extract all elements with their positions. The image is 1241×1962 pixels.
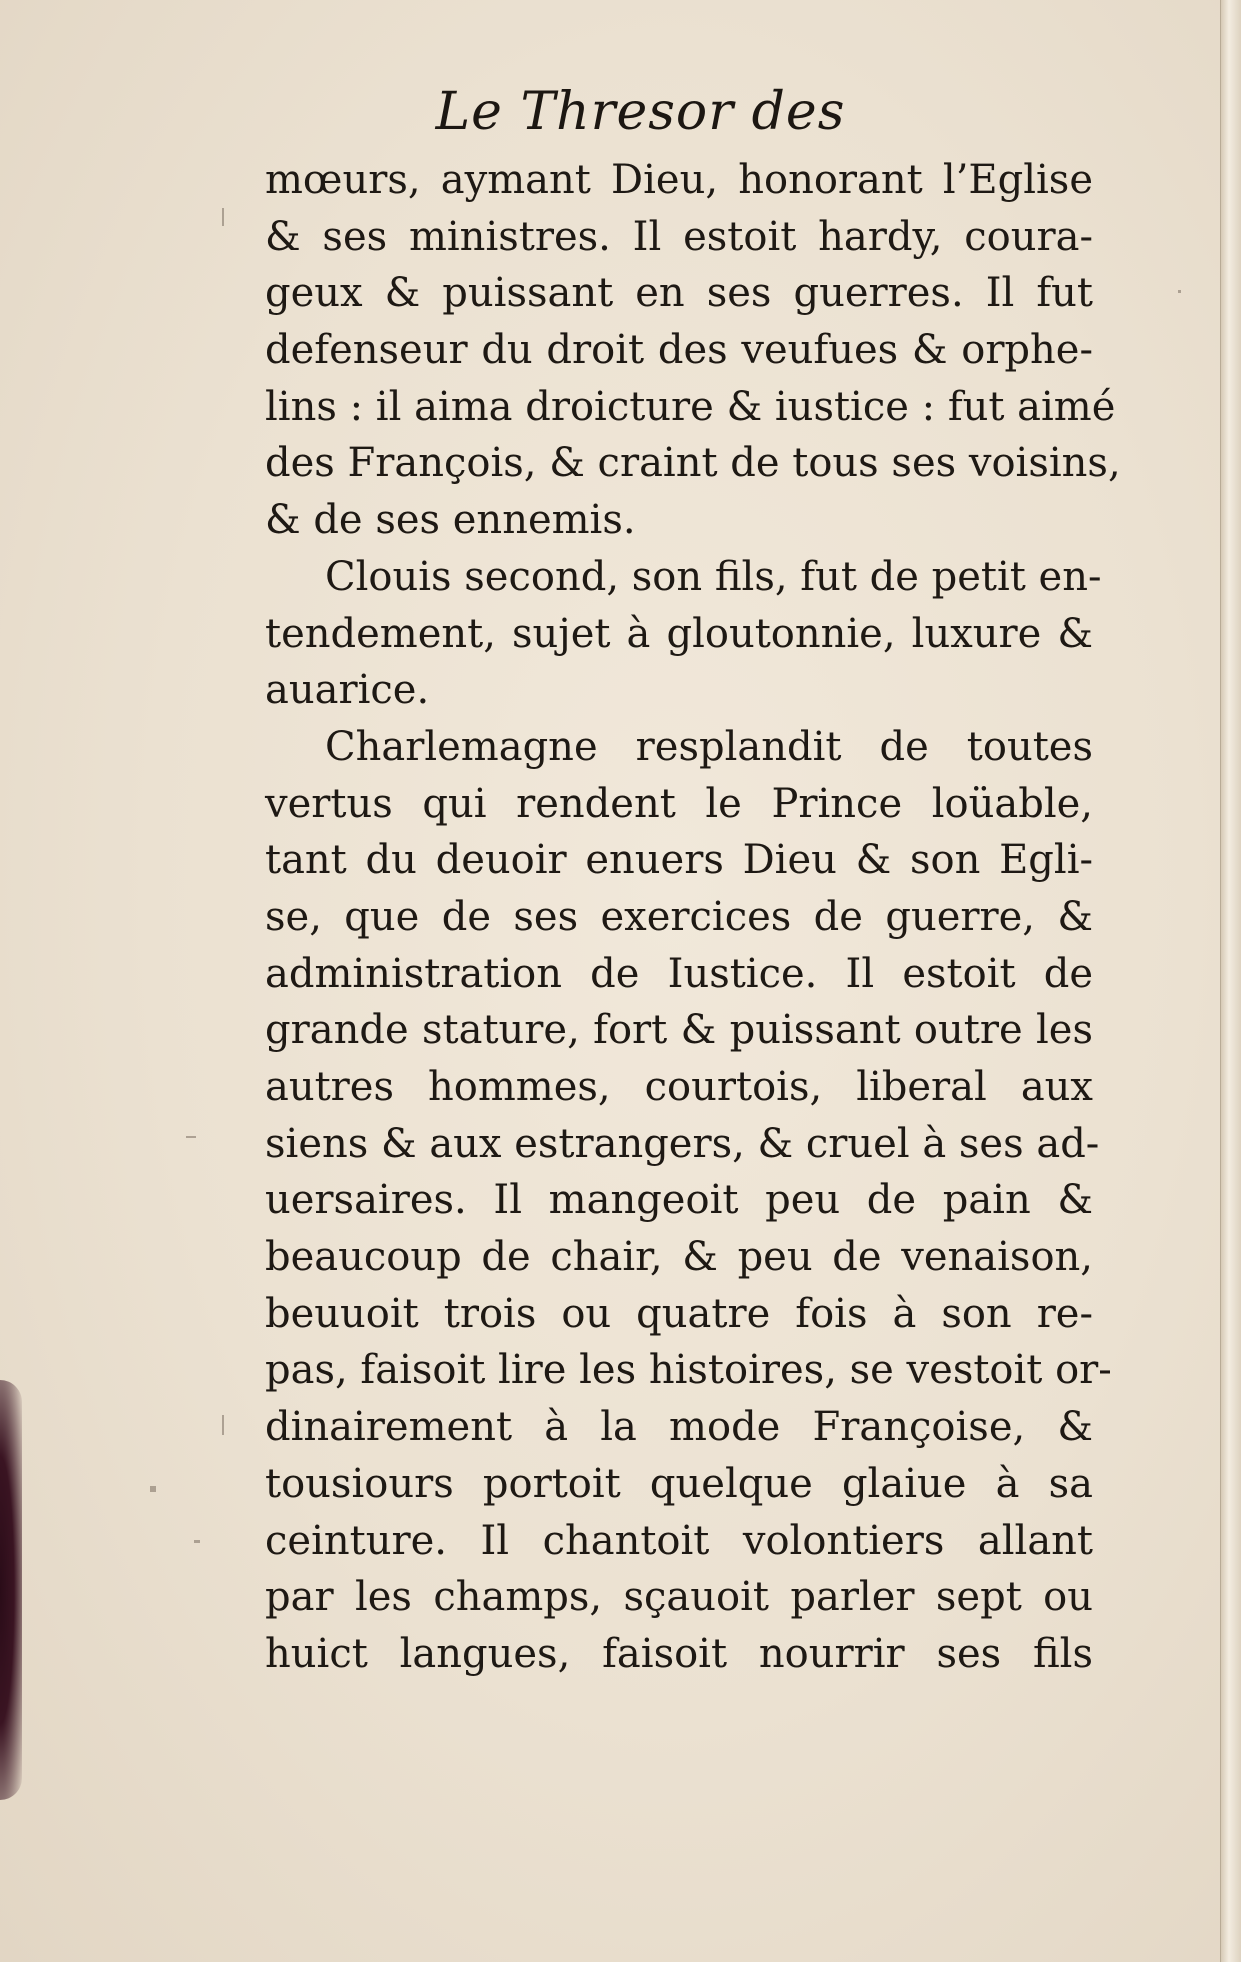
text-line: siens & aux estrangers, & cruel à ses ad- — [265, 1120, 1100, 1167]
text-line: autres hommes, courtois, liberal aux — [265, 1064, 1093, 1110]
text-line: beuuoit trois ou quatre fois à son re- — [265, 1290, 1093, 1337]
text-line: uersaires. Il mangeoit peu de pain & — [265, 1177, 1093, 1224]
text-line: des François, & craint de tous ses voisins, — [265, 440, 1121, 487]
paper-speck — [194, 1540, 200, 1543]
paper-speck — [222, 1415, 224, 1435]
page-edge — [1220, 0, 1241, 1962]
text-line: par les champs, sçauoit parler sept ou — [265, 1574, 1093, 1621]
text-line: geux & puissant en ses guerres. Il fut — [265, 270, 1093, 317]
text-line: tousiours portoit quelque glaiue à sa — [265, 1460, 1093, 1507]
text-line: lins : il aima droicture & iustice : fut aimé — [265, 383, 1116, 430]
text-line: defenseur du droit des veufues & orphe- — [265, 327, 1093, 374]
text-line: pas, faisoit lire les histoires, se vestoit or- — [265, 1347, 1112, 1394]
text-line: & ses ministres. Il estoit hardy, coura- — [265, 213, 1093, 260]
text-line: ceinture. Il chantoit volontiers allant — [265, 1517, 1093, 1564]
running-head: Le Thresor des — [435, 82, 846, 142]
paper-speck — [186, 1136, 196, 1138]
paragraph-start: Charlemagne resplandit de toutes — [325, 723, 1093, 770]
paper-speck — [222, 208, 224, 226]
paper-speck — [1178, 290, 1181, 293]
body-text — [265, 152, 1121, 1683]
paragraph-start: Clouis second, son fils, fut de petit en- — [325, 553, 1102, 600]
paper-speck — [150, 1486, 156, 1492]
text-line: administration de Iustice. Il estoit de — [265, 950, 1093, 997]
text-line: beaucoup de chair, & peu de venaison, — [265, 1234, 1093, 1281]
text-line: huict langues, faisoit nourrir ses fils — [265, 1630, 1093, 1677]
text-line: vertus qui rendent le Prince loüable, — [265, 780, 1093, 827]
text-line: tant du deuoir enuers Dieu & son Egli- — [265, 837, 1093, 884]
text-line: mœurs, aymant Dieu, honorant l’Eglise — [265, 157, 1093, 203]
text-line: & de ses ennemis. — [265, 497, 636, 544]
text-line: tendement, sujet à gloutonnie, luxure & — [265, 610, 1093, 657]
text-line: grande stature, fort & puissant outre les — [265, 1007, 1093, 1054]
text-line: se, que de ses exercices de guerre, & — [265, 893, 1093, 940]
text-line: auarice. — [265, 667, 430, 714]
text-line: dinairement à la mode Françoise, & — [265, 1404, 1093, 1451]
binding-shadow — [0, 1380, 22, 1800]
